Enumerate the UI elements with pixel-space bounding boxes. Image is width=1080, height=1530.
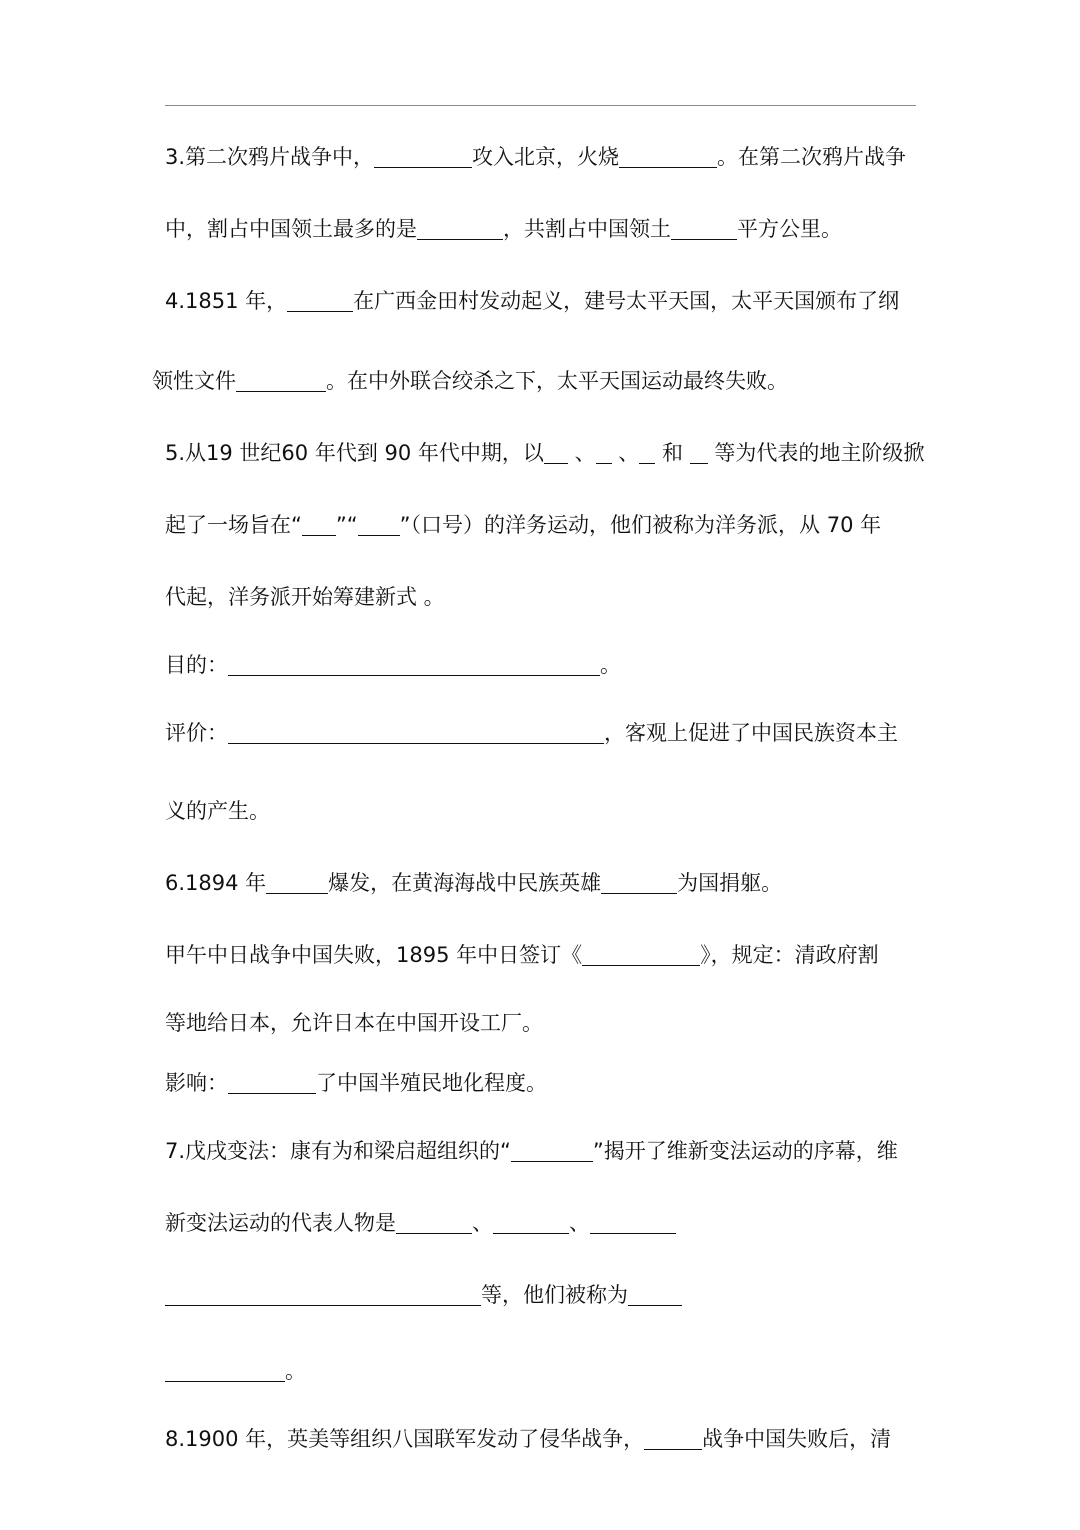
q5-text: ，客观上促进了中国民族资本主 [604,721,898,745]
q6-impact-label: 影响： [165,1071,228,1095]
blank[interactable] [228,653,600,676]
q5-line-1 [165,438,924,468]
q5-line-2 [165,510,881,540]
blank[interactable] [417,217,503,240]
q5-text: 等为代表的地主阶级掀 [714,441,925,465]
q8-line-1 [165,1424,891,1454]
q7-text: 7.戊戌变法：康有为和梁启超组织的“ [165,1139,511,1163]
blank[interactable] [358,513,400,536]
blank[interactable] [671,217,737,240]
q6-line-3: 等地给日本，允许日本在中国开设工厂。 [165,1011,543,1035]
q7-text: 。 [285,1359,306,1383]
q5-evaluation [165,718,898,748]
blank[interactable] [644,1427,702,1450]
q5-text: 和 [661,441,683,465]
q5-eval-label: 评价： [165,721,228,745]
q6-text: 为国捐躯。 [677,871,783,895]
blank[interactable] [396,1211,472,1234]
blank[interactable] [493,1211,569,1234]
q7-line-1 [165,1136,898,1166]
blank[interactable] [690,441,708,464]
blank[interactable] [511,1139,593,1162]
blank[interactable] [619,145,717,168]
q6-impact [165,1068,547,1098]
blank[interactable] [590,1211,676,1234]
q6-line-2 [165,940,879,970]
q5-text: 、 [618,441,640,465]
q5-text: 、 [574,441,596,465]
blank[interactable] [582,943,700,966]
q4-text: 在广西金田村发动起义，建号太平天国，太平天国颁布了纲 [353,289,900,313]
q4-line-1 [165,286,899,316]
blank[interactable] [236,369,326,392]
q5-text: 起了一场旨在“ [165,513,302,537]
q3-line-1 [165,142,906,172]
q4-line-2 [152,366,788,396]
q5-eval-line-2: 义的产生。 [165,799,270,823]
q3-text: 平方公里。 [737,217,842,241]
q6-text: 爆发，在黄海海战中民族英雄 [328,871,602,895]
blank[interactable] [601,871,677,894]
blank[interactable] [302,513,336,536]
blank[interactable] [228,1071,316,1094]
q3-text: 攻入北京，火烧 [472,145,620,169]
q6-text: 了中国半殖民地化程度。 [316,1071,547,1095]
q4-text: 。在中外联合绞杀之下，太平天国运动最终失败。 [326,369,788,393]
q7-line-2 [165,1208,676,1238]
q5-text: ”“ [335,513,358,537]
q7-text: 等，他们被称为 [481,1283,628,1307]
q7-line-3 [165,1280,682,1310]
q7-text: 、 [472,1211,493,1235]
q5-line-3: 代起，洋务派开始筹建新式 。 [165,585,445,609]
blank[interactable] [165,1359,285,1382]
q5-purpose [165,650,621,680]
q3-text: 中，割占中国领土最多的是 [165,217,417,241]
q8-text: 8.1900 年，英美等组织八国联军发动了侵华战争， [165,1427,645,1451]
blank[interactable] [628,1283,682,1306]
q5-text: 5.从19 世纪60 年代到 90 年代中期，以 [165,441,544,465]
blank[interactable] [228,721,604,744]
q5-purpose-label: 目的： [165,653,228,677]
q3-text: 3.第二次鸦片战争中， [165,145,375,169]
q7-line-4 [165,1356,306,1386]
blank[interactable] [596,441,612,464]
q7-text: 新变法运动的代表人物是 [165,1211,396,1235]
q4-text: 4.1851 年， [165,289,288,313]
q3-line-2 [165,214,842,244]
header-rule [165,105,916,106]
blank[interactable] [544,441,568,464]
blank[interactable] [287,289,353,312]
blank[interactable] [639,441,655,464]
q3-text: 。在第二次鸦片战争 [717,145,907,169]
q6-line-1 [165,868,782,898]
q7-text: ”揭开了维新变法运动的序幕，维 [592,1139,898,1163]
q3-text: ，共割占中国领土 [503,217,671,241]
q6-text: 6.1894 年 [165,871,267,895]
q8-text: 战争中国失败后，清 [702,1427,892,1451]
blank[interactable] [165,1283,481,1306]
blank[interactable] [374,145,472,168]
q5-text: ”（口号）的洋务运动，他们被称为洋务派，从 70 年 [399,513,882,537]
q4-text: 领性文件 [152,369,236,393]
q6-text: 》，规定：清政府割 [700,943,879,967]
q5-text: 。 [600,653,621,677]
q6-text: 甲午中日战争中国失败，1895 年中日签订《 [165,943,583,967]
q7-text: 、 [569,1211,590,1235]
blank[interactable] [266,871,328,894]
